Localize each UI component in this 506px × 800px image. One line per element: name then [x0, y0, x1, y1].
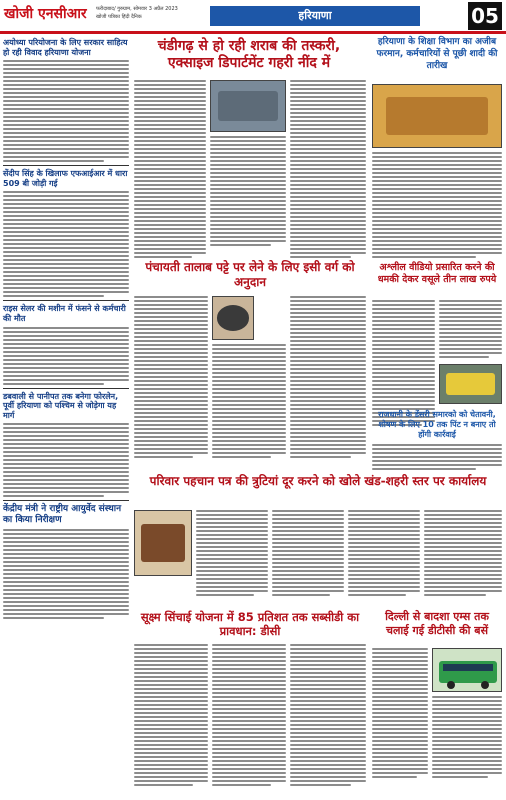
- story-fourlane-headline: डबवाली से पानीपत तक बनेगा फोरलेन, पूर्वी हरियाणा को पश्चिम से जोड़ेगा यह मार्ग: [3, 391, 119, 420]
- story-fir: [3, 169, 129, 297]
- family-id-headline: परिवार पहचान पत्र की त्रुटियां दूर करने को खोले खंड-शहरी स्तर पर कार्यालय: [149, 474, 487, 488]
- lead-body-col2: [210, 136, 286, 248]
- bus-headline: दिल्ली से बादशा एम्स तक चलाई गई डीटीसी की बसें: [385, 610, 489, 637]
- page-number: 05: [468, 2, 502, 30]
- story-ayodhya-body: [3, 60, 129, 162]
- irrigation-body-col2: [212, 644, 286, 788]
- pond-body-col3: [290, 296, 366, 460]
- family-id-body-col1: [196, 510, 268, 598]
- video-photo: [439, 364, 502, 404]
- pond-headline: पंचायती तालाब पट्टे पर लेने के लिए इसी वर्ग को अनुदान: [145, 260, 355, 289]
- lead-headline: [132, 38, 366, 72]
- family-id-photo: [134, 510, 192, 576]
- story-ayodhya: [3, 38, 129, 162]
- story-ayurveda: [3, 504, 129, 619]
- education-headline: हरियाणा के शिक्षा विभाग का अजीब फरमान, कर्मचारियों से पूछी शादी की तारीख: [376, 37, 498, 71]
- pond-portrait: [212, 296, 254, 340]
- bus-photo: [432, 648, 502, 692]
- dateline-tagline: खोजी पत्रिका हिंदी दैनिक: [96, 14, 142, 20]
- bus-body-col1: [372, 648, 428, 780]
- lead-body-col1: [134, 80, 206, 260]
- story-fourlane: [3, 392, 129, 498]
- video-body-col1: [372, 300, 435, 428]
- pond-body-col1: [134, 296, 208, 460]
- lead-photo: [210, 80, 286, 132]
- lead-headline-line1: चंडीगढ़ से हो रही शराब की तस्करी,: [157, 38, 341, 54]
- section-label: हरियाणा: [210, 6, 420, 26]
- story-ayurveda-body: [3, 529, 129, 619]
- education-body: [372, 152, 502, 260]
- story-rice-sheller-body: [3, 327, 129, 385]
- video-body-col2: [439, 300, 502, 360]
- video-headline: अश्लील वीडियो प्रसारित करने की धमकी देकर वसूले तीन लाख रुपये: [377, 262, 497, 285]
- dispensary-body: [372, 444, 502, 472]
- pond-body-col2: [212, 344, 286, 460]
- story-fir-body: [3, 191, 129, 297]
- dateline-date: फरीदाबाद/ गुरुग्राम, सोमवार 3 अप्रैल 2023: [96, 6, 178, 12]
- family-id-body-col3: [348, 510, 420, 598]
- bus-body-col2: [432, 696, 502, 780]
- irrigation-body-col3: [290, 644, 366, 788]
- masthead: [0, 0, 506, 34]
- lead-body-col3: [290, 80, 366, 260]
- dispensary-headline: राजधानी के डेंसरी समारको को चेतावनी, शोषण के लिए 10 तक पिंट न बनाए तो होंगी कार्रवाई: [378, 410, 496, 439]
- story-ayodhya-headline: अयोध्या परियोजना के लिए सरकार साहित्य हो रही विवाद हरियाणा योजना: [3, 38, 128, 57]
- newspaper-brand: खोजी एनसीआर: [4, 6, 87, 22]
- education-photo: [372, 84, 502, 148]
- dateline: [96, 5, 178, 21]
- family-id-body-col2: [272, 510, 344, 598]
- story-rice-sheller-headline: राइस सेलर की मशीन में फंसने से कर्मचारी की मौत: [3, 304, 126, 323]
- story-ayurveda-headline: केंद्रीय मंत्री ने राष्ट्रीय आयुर्वेद संस्थान का किया निरीक्षण: [3, 504, 122, 526]
- lead-headline-line2: एक्साइज डिपार्टमेंट गहरी नींद में: [167, 55, 331, 71]
- story-rice-sheller: [3, 304, 129, 384]
- left-column: [3, 38, 129, 621]
- irrigation-body-col1: [134, 644, 208, 788]
- irrigation-headline: सूक्ष्म सिंचाई योजना में 85 प्रतिशत तक सब्सीडी का प्रावधान: डीसी: [140, 610, 360, 638]
- story-fourlane-body: [3, 423, 129, 497]
- family-id-body-col4: [424, 510, 502, 598]
- story-fir-headline: सेंदीप सिंह के खिलाफ एफआईआर में धारा 509 बी जोड़ी गई: [3, 169, 128, 188]
